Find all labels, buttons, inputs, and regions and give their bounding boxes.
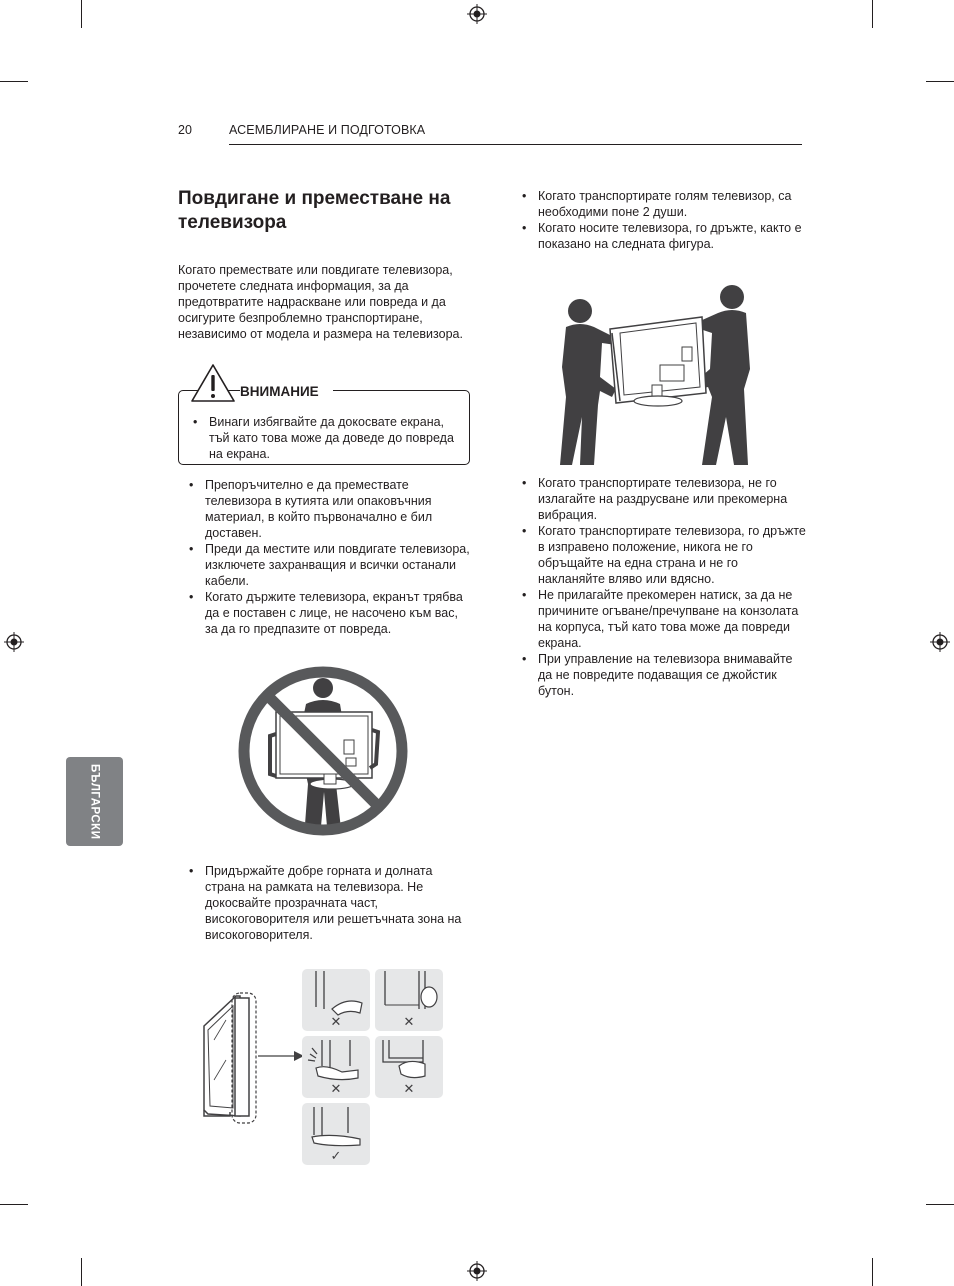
registration-mark-icon <box>4 632 24 652</box>
list-item: • Когато транспортирате телевизора, не го излагайте на раздрусване или прекомерна вибрация. <box>522 475 807 523</box>
list-item: • Винаги избягвайте да докосвате екрана, тъй като това може да доведе до повреда на екрана. <box>193 414 458 462</box>
list-item: • Когато транспортирате голям телевизор, са необходими поне 2 души. <box>522 188 807 220</box>
registration-mark-icon <box>467 1261 487 1281</box>
crop-mark <box>872 0 873 28</box>
list-item: • Когато транспортирате телевизора, го дръжте в изправено положение, никога не го обръщайте на една страна и не го накланяйте вляво или вдясно. <box>522 523 807 587</box>
two-person-carry-illustration <box>560 277 756 465</box>
page-title: Повдигане и преместване на телевизора <box>178 188 451 233</box>
language-tab-label: БЪЛГАРСКИ <box>88 763 101 840</box>
caution-list <box>193 414 458 462</box>
list-item: • Не прилагайте прекомерен натиск, за да не причините огъване/пречупване на конзолата на корпуса, тъй като това може да повреди екрана. <box>522 587 807 651</box>
crop-mark <box>81 1258 82 1286</box>
crop-mark <box>926 81 954 82</box>
arrow-icon <box>258 1049 304 1063</box>
wrong-grip-illustration <box>375 969 443 1031</box>
wrong-grip-illustration <box>375 1036 443 1098</box>
wrong-grip-illustration <box>302 1036 370 1098</box>
crop-mark <box>872 1258 873 1286</box>
svg-text:✕: ✕ <box>403 1081 415 1096</box>
list-item: • Когато държите телевизора, екранът трябва да е поставен с лице, не насочено към вас, за да го предпазите от повреда. <box>189 589 474 637</box>
left-bullet-list <box>189 477 474 637</box>
crop-mark <box>0 1204 28 1205</box>
prohibited-carry-icon <box>236 664 410 838</box>
list-item: • Когато носите телевизора, го дръжте, както е показано на следната фигура. <box>522 220 807 252</box>
tv-side-frame-illustration <box>200 990 265 1130</box>
registration-mark-icon <box>467 4 487 24</box>
svg-text:✕: ✕ <box>330 1014 342 1029</box>
list-item: • Препоръчително е да премествате телевизора в кутията или опаковъчния материал, в който първоначално е бил доставен. <box>189 477 474 541</box>
section-title: АСЕМБЛИРАНЕ И ПОДГОТОВКА <box>229 123 426 137</box>
crop-mark <box>81 0 82 28</box>
language-tab-label-wrap <box>66 757 123 846</box>
header-divider <box>229 144 802 145</box>
correct-grip-illustration <box>302 1103 370 1165</box>
crop-mark <box>926 1204 954 1205</box>
warning-triangle-icon <box>189 362 237 404</box>
svg-text:✕: ✕ <box>330 1081 342 1096</box>
list-item: • Преди да местите или повдигате телевизора, изключете захранващия и всички останали кабели. <box>189 541 474 589</box>
registration-mark-icon <box>930 632 950 652</box>
right-bullet-list-bottom <box>522 475 807 699</box>
list-item: • При управление на телевизора внимавайте да не повредите подаващия се джойстик бутон. <box>522 651 807 699</box>
right-bullet-list-top <box>522 188 807 252</box>
page-number: 20 <box>178 123 192 137</box>
crop-mark <box>0 81 28 82</box>
intro-paragraph: Когато премествате или повдигате телевизора, прочетете следната информация, за да предотвратите надраскване или повреда и да осигурите безпроблемно транспортиране, независимо от модела и размера на телевизора. <box>178 263 463 341</box>
svg-text:✕: ✕ <box>403 1014 415 1029</box>
caution-label: ВНИМАНИЕ <box>240 384 333 399</box>
left-bullet-list-2 <box>189 863 474 943</box>
list-item: • Придържайте добре горната и долната страна на рамката на телевизора. Не докосвайте прозрачната част, високоговорителя или решетъчната зона на високоговорителя. <box>189 863 474 943</box>
wrong-grip-illustration <box>302 969 370 1031</box>
svg-text:✓: ✓ <box>330 1148 342 1163</box>
